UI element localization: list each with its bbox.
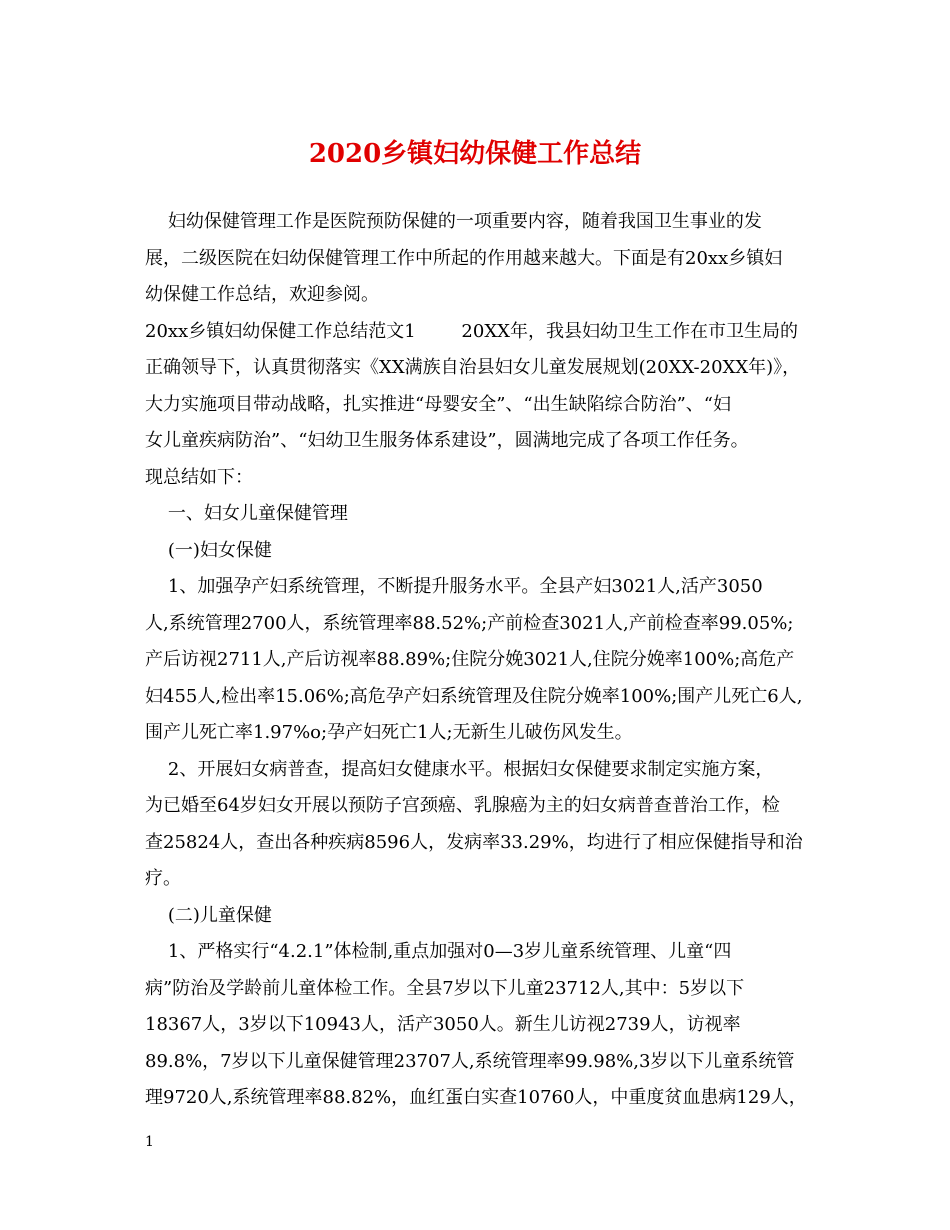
- document-body: [145, 204, 825, 1117]
- subsection-heading: (二)儿童保健: [145, 904, 272, 926]
- body-line: 查25824人，查出各种疾病8596人，发病率33.29%，均进行了相应保健指导和治: [145, 831, 803, 853]
- body-line: 18367人，3岁以下10943人，活产3050人。新生儿访视2739人，访视率: [145, 1014, 741, 1035]
- body-line: 2、开展妇女病普查，提高妇女健康水平。根据妇女保健要求制定实施方案，: [145, 758, 774, 780]
- body-line: 幼保健工作总结，欢迎参阅。: [145, 284, 379, 305]
- body-line: 89.8%，7岁以下儿童保健管理23707人,系统管理率99.98%,3岁以下儿童系统管: [145, 1050, 795, 1072]
- body-line: 正确领导下，认真贯彻落实《XX满族自治县妇女儿童发展规划(20XX-20XX年)》，: [145, 357, 801, 378]
- body-line: 大力实施项目带动战略，扎实推进“母婴安全”、“出生缺陷综合防治”、“妇: [145, 393, 732, 415]
- body-line: 人,系统管理2700人，系统管理率88.52%;产前检查3021人,产前检查率99.05%;: [145, 612, 794, 634]
- body-line: 病”防治及学龄前儿童体检工作。全县7岁以下儿童23712人,其中：5岁以下: [145, 977, 745, 999]
- body-line: 1、加强孕产妇系统管理，不断提升服务水平。全县产妇3021人,活产3050: [145, 576, 763, 597]
- body-line: 展，二级医院在妇幼保健管理工作中所起的作用越来越大。下面是有20xx乡镇妇: [145, 247, 783, 269]
- document-title: 2020乡镇妇幼保健工作总结: [308, 139, 642, 169]
- body-line: 产后访视2711人,产后访视率88.89%;住院分娩3021人,住院分娩率100%;高危产: [145, 649, 795, 670]
- section-heading: 一、妇女儿童保健管理: [145, 503, 348, 524]
- body-line: 现总结如下：: [145, 466, 253, 488]
- body-line: 妇455人,检出率15.06%;高危孕产妇系统管理及住院分娩率100%;围产儿死亡6人,: [145, 685, 803, 707]
- body-line: 围产儿死亡率1.97%o;孕产妇死亡1人;无新生儿破伤风发生。: [145, 722, 633, 743]
- body-line: 1、严格实行“4.2.1”体检制,重点加强对0—3岁儿童系统管理、儿童“四: [145, 941, 732, 962]
- body-line: 疗。: [145, 868, 181, 889]
- body-line: 女儿童疾病防治”、“妇幼卫生服务体系建设”，圆满地完成了各项工作任务。: [145, 430, 749, 451]
- body-line: 理9720人,系统管理率88.82%，血红蛋白实查10760人，中重度贫血患病129人，: [145, 1087, 807, 1108]
- body-line: 20xx乡镇妇幼保健工作总结范文1 20XX年，我县妇幼卫生工作在市卫生局的: [145, 320, 798, 342]
- body-line: 妇幼保健管理工作是医院预防保健的一项重要内容，随着我国卫生事业的发: [145, 211, 762, 232]
- subsection-heading: (一)妇女保健: [145, 539, 272, 561]
- page-number: 1: [145, 1134, 154, 1150]
- body-line: 为已婚至64岁妇女开展以预防子宫颈癌、乳腺癌为主的妇女病普查普治工作，检: [145, 795, 780, 816]
